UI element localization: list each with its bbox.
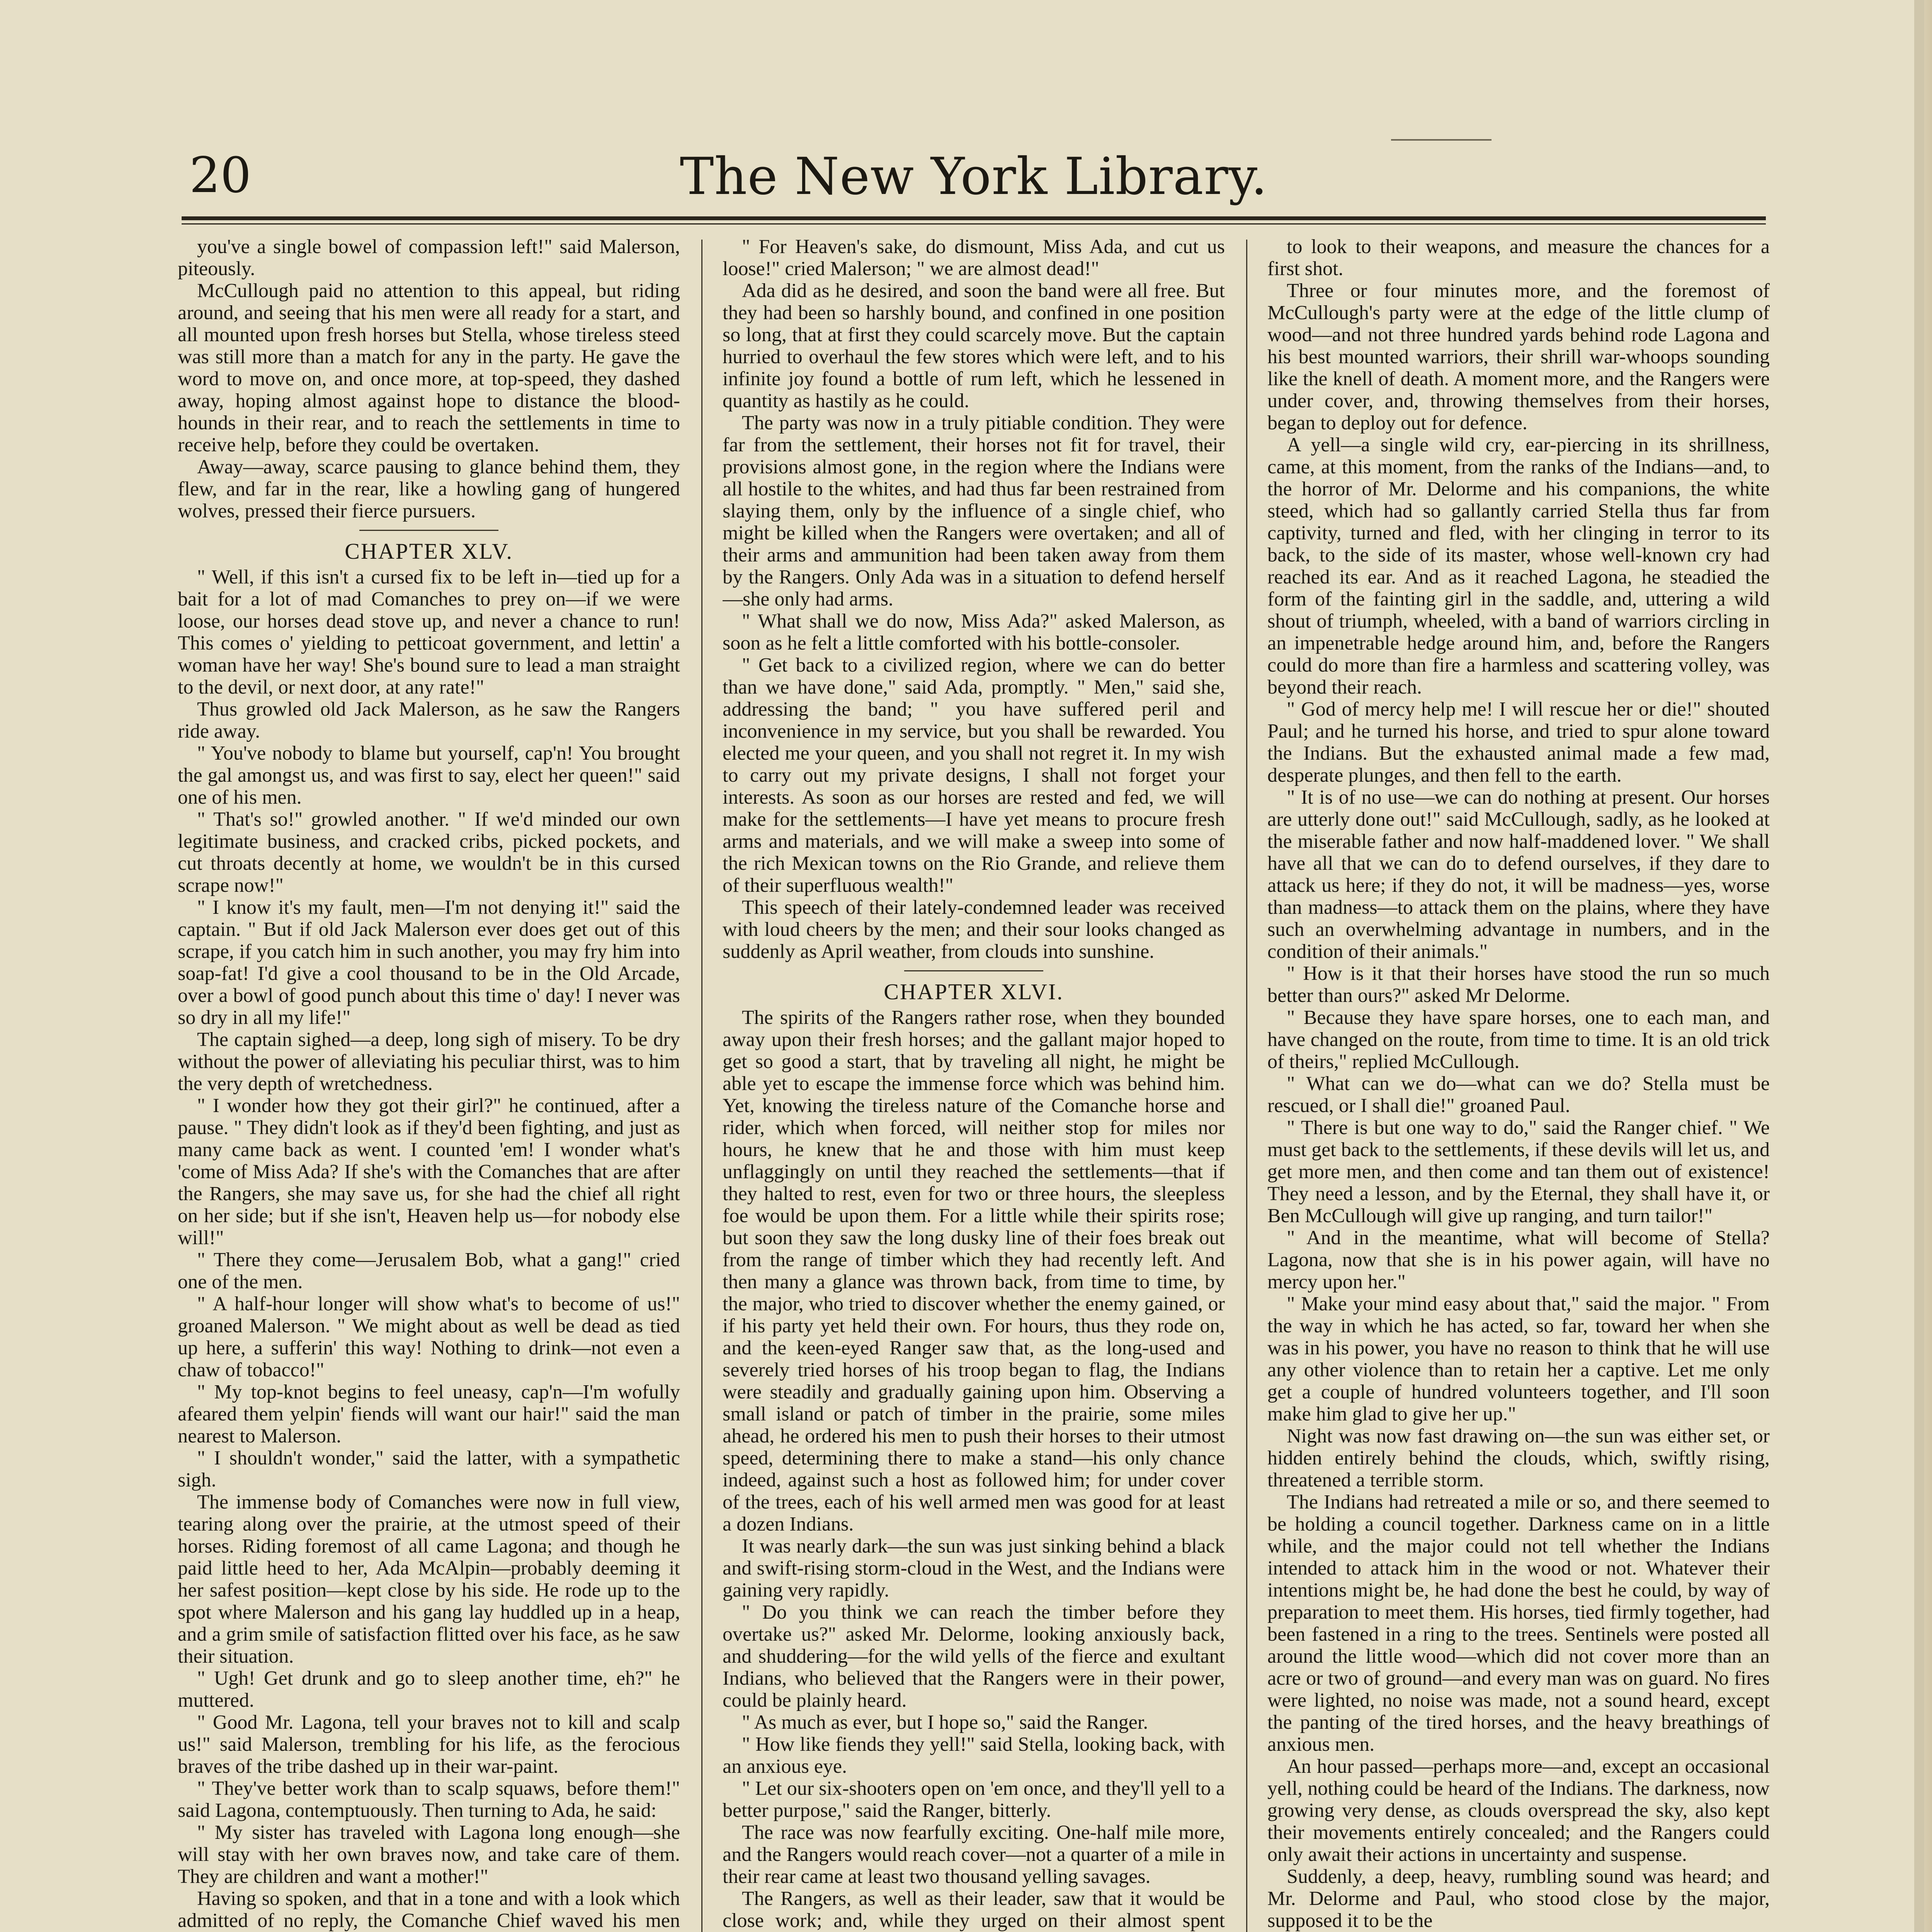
paragraph: This speech of their lately-condemned leader was received with loud cheers by the men; and their sour looks changed as suddenly as April weather, from clouds into sunshine. — [723, 896, 1225, 963]
paragraph: " Well, if this isn't a cursed fix to be left in—tied up for a bait for a lot of mad Comanches to prey on—if we were loose, our horses dead stove up, and never a chance to run! This comes o' yielding to petticoat government, and lettin' a woman have her way! She's bound sure to lead a man straight to the devil, or next door, at any rate!" — [178, 566, 680, 698]
paragraph: " I know it's my fault, men—I'm not denying it!" said the captain. " But if old Jack Malerson ever does get out of this scrape, if you catch him in such another, you may fry him into soap-fat! I'd give a cool thousand to be in the Old Arcade, over a bowl of good punch about this time o' day! I never was so dry in all my life!" — [178, 896, 680, 1029]
adjacent-page-edge — [1924, 0, 1932, 1932]
paragraph: " God of mercy help me! I will rescue her or die!" shouted Paul; and he turned his horse, and tried to spur alone toward the Indians. But the exhausted animal made a few mad, desperate plunges, and then fell to the earth. — [1267, 698, 1770, 786]
paragraph: " It is of no use—we can do nothing at present. Our horses are utterly done out!" said McCullough, sadly, as he looked at the miserable father and now half-maddened lover. " We shall have all that we can do to defend ourselves, if they dare to attack us here; if they do not, it will be madness—yes, worse than madness—to attack them on the plains, where they have such an overwhelming advantage in numbers, and in the condition of their animals." — [1267, 786, 1770, 963]
paragraph: " Good Mr. Lagona, tell your braves not to kill and scalp us!" said Malerson, trembling for his life, as the ferocious braves of the tribe dashed up in their war-paint. — [178, 1711, 680, 1777]
paragraph: The captain sighed—a deep, long sigh of misery. To be dry without the power of alleviating his peculiar thirst, was to him the very depth of wretchedness. — [178, 1029, 680, 1095]
chapter-heading: CHAPTER XLVI. — [884, 979, 1064, 1004]
paragraph: " How is it that their horses have stood the run so much better than ours?" asked Mr Delorme. — [1267, 963, 1770, 1007]
page-title: The New York Library. — [680, 147, 1268, 206]
paragraph: Having so spoken, and that in a tone and with a look which admitted of no reply, the Comanche Chief waved his men — [178, 1888, 680, 1932]
paragraph: An hour passed—perhaps more—and, except an occasional yell, nothing could be heard of the Indians. The darkness, now growing very dense, as clouds overspread the sky, also kept their movements entirely concealed; and the Rangers could only await their actions in uncertainty and suspense. — [1267, 1755, 1770, 1866]
paragraph: Ada did as he desired, and soon the band were all free. But they had been so harshly bound, and confined in one position so long, that at first they could scarcely move. But the captain hurried to overhaul the few stores which were left, and to his infinite joy found a bottle of rum left, which he lessened in quantity as hastily as he could. — [723, 280, 1225, 412]
paragraph: " That's so!" growled another. " If we'd minded our own legitimate business, and cracked cribs, picked pockets, and cut throats decently at home, we wouldn't be in this cursed scrape now!" — [178, 808, 680, 896]
column-3-body — [1267, 236, 1770, 1932]
paragraph: to look to their weapons, and measure the chances for a first shot. — [1267, 236, 1770, 280]
paragraph: McCullough paid no attention to this appeal, but riding around, and seeing that his men were all ready for a start, and all mounted upon fresh horses but Stella, whose tireless steed was still more than a match for any in the party. He gave the word to move on, and once more, at top-speed, they dashed away, hoping almost against hope to distance the blood-hounds in their rear, and to reach the settlements in time to receive help, before they could be overtaken. — [178, 280, 680, 456]
paragraph: " You've nobody to blame but yourself, cap'n! You brought the gal amongst us, and was first to say, elect her queen!" said one of his men. — [178, 742, 680, 808]
paragraph: The race was now fearfully exciting. One-half mile more, and the Rangers would reach cover—not a quarter of a mile in their rear came at least two thousand yelling savages. — [723, 1821, 1225, 1888]
paragraph: " Let our six-shooters open on 'em once, and they'll yell to a better purpose," said the Ranger, bitterly. — [723, 1777, 1225, 1821]
paragraph: Thus growled old Jack Malerson, as he saw the Rangers ride away. — [178, 698, 680, 742]
page-header — [182, 147, 1766, 224]
paragraph: " I wonder how they got their girl?" he continued, after a pause. " They didn't look as if they'd been fighting, and just as many came back as went. I counted 'em! I wonder what's 'come of Miss Ada? If she's with the Comanches that are after the Rangers, she may save us, for she had the chief all right on her side; but if she isn't, Heaven help us—for nobody else will!" — [178, 1095, 680, 1249]
column-1-body — [178, 566, 680, 1932]
paragraph: The party was now in a truly pitiable condition. They were far from the settlement, their horses not fit for travel, their provisions almost gone, in the region where the Indians were all hostile to the whites, and had thus far been restrained from slaying them, only by the influence of a single chief, who might be killed when the Rangers were overtaken; and all of their arms and ammunition had been taken away from them by the Rangers. Only Ada was in a situation to defend herself—she only had arms. — [723, 412, 1225, 610]
text-columns — [178, 236, 1770, 1932]
paragraph: " What shall we do now, Miss Ada?" asked Malerson, as soon as he felt a little comforted with his bottle-consoler. — [723, 610, 1225, 654]
paragraph: " For Heaven's sake, do dismount, Miss Ada, and cut us loose!" cried Malerson; " we are almost dead!" — [723, 236, 1225, 280]
column-3 — [1267, 236, 1770, 1932]
paragraph: The Rangers, as well as their leader, saw that it would be close work; and, while they urged on their almost spent — [723, 1888, 1225, 1932]
paragraph: Three or four minutes more, and the foremost of McCullough's party were at the edge of the little clump of wood—and not three hundred yards behind rode Lagona and his best mounted warriors, their shrill war-whoops sounding like the knell of death. A moment more, and the Rangers were under cover, and, throwing themselves from their horses, began to deploy out for defence. — [1267, 280, 1770, 434]
paragraph: " Make your mind easy about that," said the major. " From the way in which he has acted, so far, toward her when she was in his power, you have no reason to think that he will use any other violence than to retain her a captive. Let me only get a couple of hundred volunteers together, and I'll soon make him glad to give her up." — [1267, 1293, 1770, 1425]
paragraph: " There is but one way to do," said the Ranger chief. " We must get back to the settlements, if these devils will let us, and get more men, and then come and tan them out of existence! They need a lesson, and by the Eternal, they shall have it, or Ben McCullough will give up ranging, and turn tailor!" — [1267, 1117, 1770, 1227]
page-number: 20 — [189, 147, 252, 204]
paragraph: It was nearly dark—the sun was just sinking behind a black and swift-rising storm-cloud in the West, and the Indians were gaining very rapidly. — [723, 1535, 1225, 1601]
header-rule — [182, 216, 1766, 224]
paragraph: " How like fiends they yell!" said Stella, looking back, with an anxious eye. — [723, 1733, 1225, 1777]
paragraph: Suddenly, a deep, heavy, rumbling sound was heard; and Mr. Delorme and Paul, who stood close by the major, supposed it to be the — [1267, 1866, 1770, 1932]
paragraph: " My top-knot begins to feel uneasy, cap'n—I'm wofully afeared them yelpin' fiends will want our hair!" said the man nearest to Malerson. — [178, 1381, 680, 1447]
column-divider — [1246, 240, 1247, 1932]
column-2-intro — [723, 236, 1225, 963]
paragraph: A yell—a single wild cry, ear-piercing in its shrillness, came, at this moment, from the ranks of the Indians—and, to the horror of Mr. Delorme and his companions, the white steed, which had so gallantly carried Stella thus far from captivity, turned and fled, with her clinging in terror to its back, to the side of its master, whose well-known cry had reached its ear. And as it reached Lagona, he steadied the form of the fainting girl in the saddle, and, uttering a wild shout of triumph, wheeled, with a band of warriors circling in an impenetrable hedge around him, and, before the Rangers could do more than fire a harmless and scattering volley, was beyond their reach. — [1267, 434, 1770, 698]
paragraph: " I shouldn't wonder," said the latter, with a sympathetic sigh. — [178, 1447, 680, 1491]
paragraph: " And in the meantime, what will become of Stella? Lagona, now that she is in his power again, will have no mercy upon her." — [1267, 1227, 1770, 1293]
chapter-rule — [904, 970, 1043, 971]
column-1 — [178, 236, 680, 1932]
column-divider — [701, 240, 702, 1932]
paragraph: " They've better work than to scalp squaws, before them!" said Lagona, contemptuously. Then turning to Ada, he said: — [178, 1777, 680, 1821]
paragraph: Night was now fast drawing on—the sun was either set, or hidden entirely behind the clouds, which, swiftly rising, threatened a terrible storm. — [1267, 1425, 1770, 1491]
paragraph: " Ugh! Get drunk and go to sleep another time, eh?" he muttered. — [178, 1667, 680, 1711]
paragraph: " Because they have spare horses, one to each man, and have changed on the route, from time to time. It is an old trick of theirs," replied McCullough. — [1267, 1007, 1770, 1073]
paragraph: The Indians had retreated a mile or so, and there seemed to be holding a council together. Darkness came on in a little while, and the major could not tell whether the Indians intended to attack him in the wood or not. Whatever their intentions might be, he had done the best he could, by way of preparation to meet them. His horses, tied firmly together, had been fastened in a ring to the trees. Sentinels were posted all around the little wood—which did not cover more than an acre or two of ground—and every man was on guard. No fires were lighted, no noise was made, not a sound heard, except the panting of the tired horses, and the heavy breathings of anxious men. — [1267, 1491, 1770, 1755]
column-2 — [723, 236, 1225, 1932]
paragraph: " My sister has traveled with Lagona long enough—she will stay with her own braves now, and take care of them. They are children and want a mother!" — [178, 1821, 680, 1888]
column-2-body — [723, 1007, 1225, 1932]
paragraph: " Get back to a civilized region, where we can do better than we have done," said Ada, promptly. " Men," said she, addressing the band; " you have suffered peril and inconvenience in my service, but you shall be rewarded. You elected me your queen, and you shall not regret it. In my wish to carry out my private designs, I shall not forget your interests. As soon as our horses are rested and fed, we will make for the settlements—I have yet means to procure fresh arms and materials, and we will make a sweep into some of the rich Mexican towns on the Rio Grande, and relieve them of their superfluous wealth!" — [723, 654, 1225, 896]
paragraph: Away—away, scarce pausing to glance behind them, they flew, and far in the rear, like a howling gang of hungered wolves, pressed their fierce pursuers. — [178, 456, 680, 522]
paragraph: " There they come—Jerusalem Bob, what a gang!" cried one of the men. — [178, 1249, 680, 1293]
paragraph: " Do you think we can reach the timber before they overtake us?" asked Mr. Delorme, looking anxiously back, and shuddering—for the wild yells of the fierce and exultant Indians, who believed that the Rangers were in their power, could be plainly heard. — [723, 1601, 1225, 1711]
paragraph: you've a single bowel of compassion left!" said Malerson, piteously. — [178, 236, 680, 280]
paragraph: The immense body of Comanches were now in full view, tearing along over the prairie, at the utmost speed of their horses. Riding foremost of all came Lagona; and though he paid little heed to her, Ada McAlpin—probably deeming it her safest position—kept close by his side. He rode up to the spot where Malerson and his gang lay huddled up in a heap, and a grim smile of satisfaction flitted over his face, as he saw their situation. — [178, 1491, 680, 1667]
chapter-rule — [359, 530, 498, 531]
paragraph: " A half-hour longer will show what's to become of us!" groaned Malerson. " We might about as well be dead as tied up here, a sufferin' this way! Nothing to drink—not even a chaw of tobacco!" — [178, 1293, 680, 1381]
chapter-heading: CHAPTER XLV. — [345, 539, 513, 564]
paragraph: The spirits of the Rangers rather rose, when they bounded away upon their fresh horses; and the gallant major hoped to get so good a start, that by traveling all night, he might be able yet to escape the immense force which was behind him. Yet, knowing the tireless nature of the Comanche horse and rider, which when forced, will neither stop for miles nor hours, he knew that he and those with him must keep unflaggingly on until they reached the settlements—that if they halted to rest, even for two or three hours, the sleepless foe would be upon them. For a little while their spirits rose; but soon they saw the long dusky line of their foes break out from the range of timber which they had recently left. And then many a glance was thrown back, from time to time, by the major, who tried to discover whether the enemy gained, or if his party yet held their own. For hours, thus they rode on, and the keen-eyed Ranger saw that, as the long-used and severely tried horses of his troop began to flag, the Indians were steadily and gradually gaining upon him. Observing a small island or patch of timber in the prairie, some miles ahead, he ordered his men to push their horses to their utmost speed, determining there to make a stand—his only chance indeed, against such a host as followed him; for under cover of the trees, each of his well armed men was good for at least a dozen Indians. — [723, 1007, 1225, 1535]
column-1-intro — [178, 236, 680, 522]
paragraph: " What can we do—what can we do? Stella must be rescued, or I shall die!" groaned Paul. — [1267, 1073, 1770, 1117]
paragraph: " As much as ever, but I hope so," said the Ranger. — [742, 1711, 1148, 1733]
